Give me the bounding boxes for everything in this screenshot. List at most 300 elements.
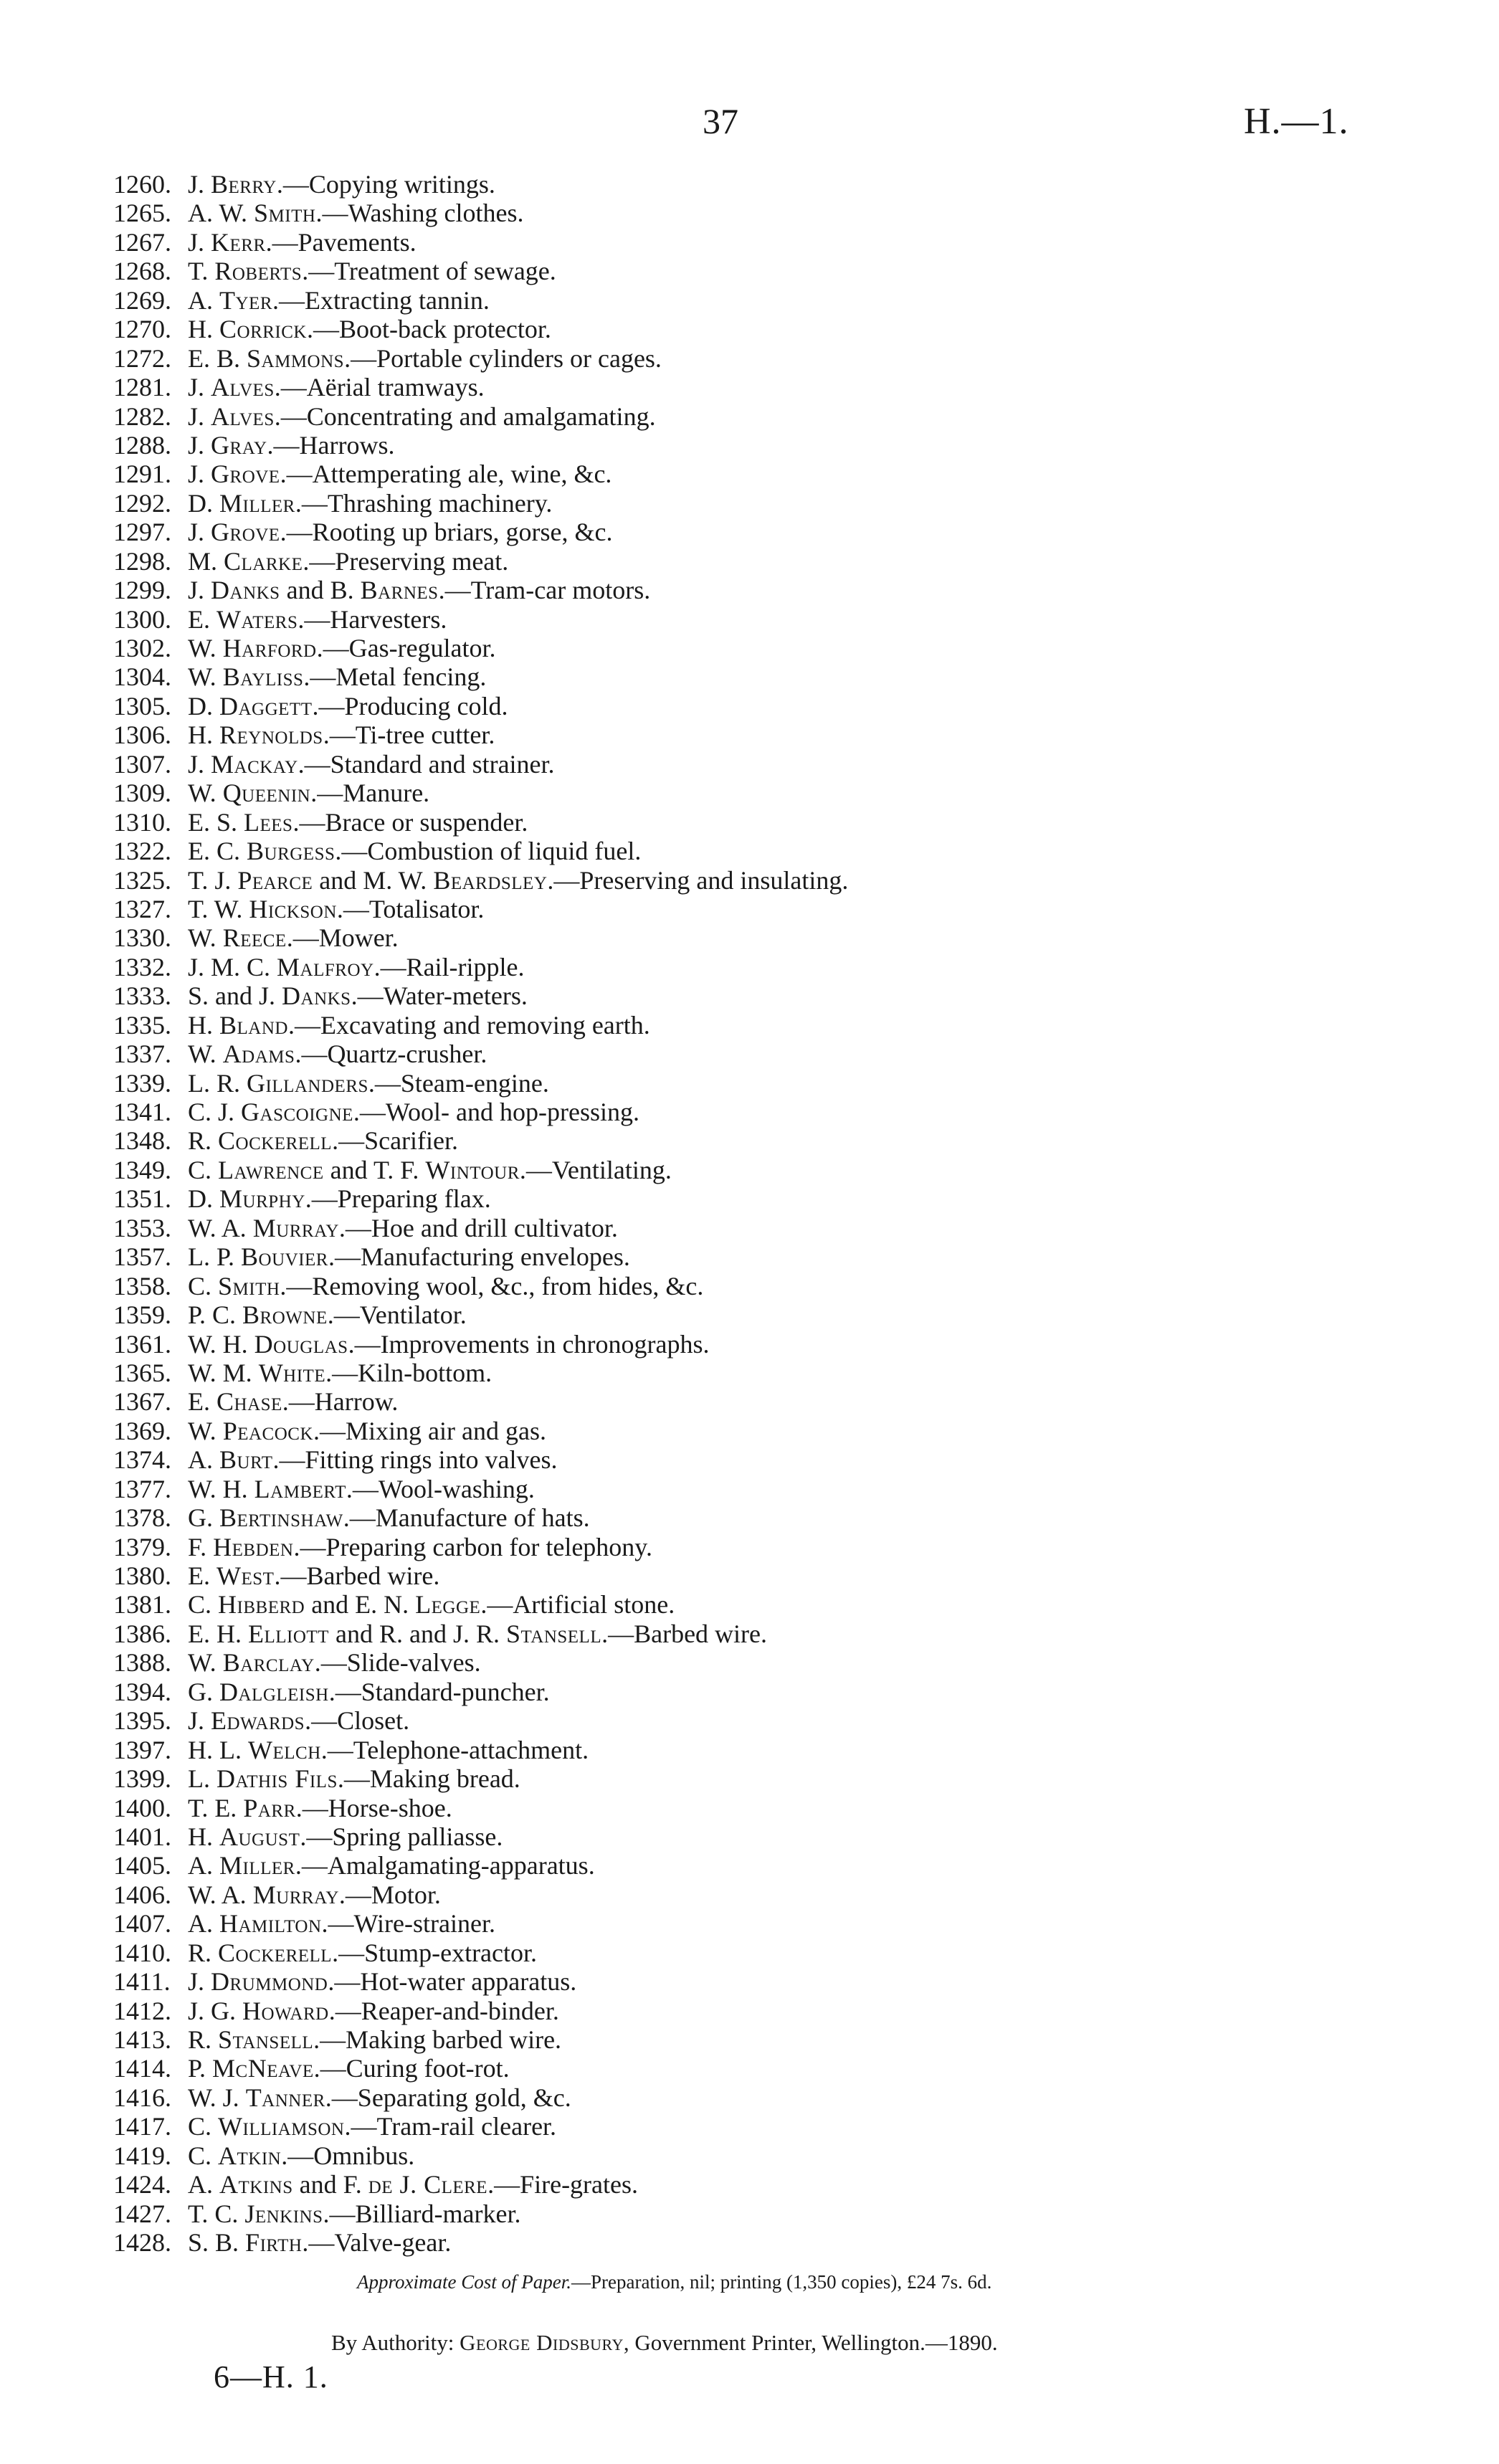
entry-dash: .— bbox=[328, 1967, 361, 1997]
entry-surname: Hibberd bbox=[218, 1590, 305, 1619]
entry-initials: J. G. bbox=[188, 1996, 237, 2025]
entry-initials: W. bbox=[188, 779, 216, 808]
entry-number: 1327. bbox=[113, 894, 171, 923]
entry-co-applicant-initials: and B. bbox=[286, 576, 354, 605]
entry-number: 1378. bbox=[113, 1503, 171, 1533]
entry-number: 1358. bbox=[113, 1271, 171, 1300]
entry-surname: Burt bbox=[219, 1445, 273, 1475]
entry-number: 1359. bbox=[113, 1300, 171, 1330]
entry-initials: C. bbox=[188, 1155, 212, 1184]
entry-surname: Pearce bbox=[237, 865, 313, 895]
entry-initials: L. bbox=[188, 1764, 210, 1794]
entry-initials: E. bbox=[188, 1561, 210, 1590]
entry-surname: Miller bbox=[219, 488, 295, 518]
entry-initials: W. bbox=[188, 634, 216, 662]
entry-number: 1305. bbox=[113, 691, 171, 720]
entry-initials: H. L. bbox=[188, 1735, 242, 1764]
entry-dash: .— bbox=[286, 923, 319, 953]
patent-entry bbox=[113, 1822, 848, 1851]
entry-dash: .— bbox=[353, 1098, 386, 1126]
entry-description: Omnibus. bbox=[313, 2141, 415, 2170]
entry-description: Concentrating and amalgamating. bbox=[306, 401, 656, 431]
entry-initials: T. bbox=[188, 257, 209, 286]
entry-number: 1410. bbox=[113, 1938, 171, 1967]
entry-number: 1292. bbox=[113, 488, 171, 518]
entry-description: Making bread. bbox=[369, 1764, 520, 1794]
patent-entry bbox=[113, 1242, 848, 1271]
entry-description: Separating gold, &c. bbox=[357, 2083, 571, 2112]
entry-description: Ti-tree cutter. bbox=[355, 720, 495, 750]
entry-surname: Mackay bbox=[211, 749, 298, 779]
entry-dash: .— bbox=[321, 1909, 354, 1939]
entry-dash: .— bbox=[328, 1677, 361, 1706]
patent-entry bbox=[113, 2228, 848, 2257]
patent-entry bbox=[113, 1184, 848, 1213]
entry-dash: .— bbox=[338, 1213, 371, 1242]
patent-entry bbox=[113, 1851, 848, 1880]
patent-entry bbox=[113, 170, 848, 199]
entry-dash: .— bbox=[438, 576, 471, 605]
entry-dash: .— bbox=[302, 257, 335, 286]
entry-number: 1413. bbox=[113, 2025, 171, 2054]
entry-initials: A. bbox=[188, 1851, 213, 1880]
entry-initials: A. bbox=[188, 285, 213, 315]
entry-number: 1337. bbox=[113, 1040, 171, 1069]
entry-dash: .— bbox=[325, 2083, 358, 2112]
entry-number: 1401. bbox=[113, 1822, 171, 1851]
entry-dash: .— bbox=[323, 2199, 356, 2228]
entry-initials: L. P. bbox=[188, 1242, 235, 1272]
patent-entry bbox=[113, 720, 848, 749]
entry-number: 1369. bbox=[113, 1416, 171, 1445]
entry-surname: Tanner bbox=[245, 2083, 325, 2112]
patent-entry bbox=[113, 2025, 848, 2054]
entry-surname: Welch bbox=[248, 1735, 321, 1764]
entry-initials: A. bbox=[188, 1909, 213, 1939]
entry-initials: J. bbox=[188, 373, 205, 402]
entry-dash: .— bbox=[310, 779, 343, 808]
patent-entry bbox=[113, 402, 848, 431]
entry-surname: Dalgleish bbox=[219, 1677, 329, 1706]
patent-entry bbox=[113, 1590, 848, 1619]
entry-number: 1268. bbox=[113, 257, 171, 286]
entry-description: Amalgamating-apparatus. bbox=[327, 1851, 595, 1880]
patent-entry bbox=[113, 953, 848, 981]
patent-entry bbox=[113, 634, 848, 662]
entry-dash: .— bbox=[276, 170, 309, 199]
entry-initials: W. J. bbox=[188, 2083, 239, 2112]
entry-initials: D. bbox=[188, 1184, 213, 1214]
entry-description: Closet. bbox=[337, 1706, 410, 1736]
entry-description: Billiard-marker. bbox=[355, 2199, 521, 2228]
entry-dash: .— bbox=[280, 460, 313, 489]
patent-entry bbox=[113, 1997, 848, 2025]
entry-initials: E. H. bbox=[188, 1619, 242, 1648]
entry-number: 1260. bbox=[113, 170, 171, 199]
entry-number: 1405. bbox=[113, 1851, 171, 1880]
entry-dash: .— bbox=[332, 1126, 365, 1156]
entry-surname: Elliott bbox=[248, 1619, 329, 1648]
entry-dash: .— bbox=[351, 981, 384, 1011]
entry-description: Preserving and insulating. bbox=[579, 865, 849, 895]
entry-surname: Roberts bbox=[214, 257, 303, 286]
entry-surname: Lambert bbox=[254, 1474, 346, 1503]
entry-description: Harrow. bbox=[314, 1387, 399, 1417]
entry-surname: Bland bbox=[219, 1010, 288, 1040]
entry-dash: .— bbox=[343, 1503, 376, 1533]
entry-description: Thrashing machinery. bbox=[327, 488, 553, 518]
entry-number: 1394. bbox=[113, 1677, 171, 1706]
entry-dash: .— bbox=[274, 401, 307, 431]
entry-surname: Dathis Fils bbox=[216, 1764, 338, 1794]
patent-entry bbox=[113, 1387, 848, 1416]
entry-number: 1265. bbox=[113, 199, 171, 228]
entry-description: Copying writings. bbox=[308, 170, 495, 199]
patent-entry bbox=[113, 1359, 848, 1387]
entry-surname: Bayliss bbox=[222, 662, 304, 692]
entry-surname: Cockerell bbox=[218, 1126, 333, 1156]
patent-entry bbox=[113, 2054, 848, 2083]
entry-dash: .— bbox=[368, 1068, 401, 1098]
patent-entry bbox=[113, 1272, 848, 1300]
entry-surname: Tyer bbox=[219, 285, 272, 315]
patent-entry bbox=[113, 199, 848, 227]
entry-dash: .— bbox=[312, 691, 345, 720]
entry-description: Steam-engine. bbox=[400, 1068, 549, 1098]
entry-initials: W. bbox=[188, 923, 216, 953]
entry-description: Kiln-bottom. bbox=[358, 1358, 492, 1387]
page-number: 37 bbox=[703, 101, 738, 141]
patent-entry bbox=[113, 1300, 848, 1329]
entry-number: 1365. bbox=[113, 1358, 171, 1387]
entry-surname: Parr bbox=[243, 1793, 296, 1822]
entry-initials: E. bbox=[188, 604, 210, 634]
entry-initials: S. B. bbox=[188, 2228, 239, 2258]
entry-surname: White bbox=[258, 1358, 326, 1387]
entry-initials: G. bbox=[188, 1677, 213, 1706]
entry-number: 1322. bbox=[113, 837, 171, 866]
entry-description: Gas-regulator. bbox=[348, 634, 496, 662]
patent-list bbox=[113, 170, 848, 2258]
entry-initials: A. bbox=[188, 1445, 213, 1475]
entry-initials: R. bbox=[188, 1126, 212, 1156]
entry-dash: .— bbox=[295, 488, 328, 518]
cost-label: Approximate Cost of Paper. bbox=[357, 2271, 571, 2293]
entry-dash: .— bbox=[313, 2054, 346, 2083]
entry-initials: J. bbox=[188, 227, 205, 257]
entry-number: 1419. bbox=[113, 2141, 171, 2170]
entry-initials: T. E. bbox=[188, 1793, 237, 1822]
entry-initials: E. S. bbox=[188, 807, 238, 837]
entry-number: 1400. bbox=[113, 1793, 171, 1822]
entry-number: 1335. bbox=[113, 1010, 171, 1040]
patent-entry bbox=[113, 431, 848, 460]
entry-initials: T. J. bbox=[188, 865, 232, 895]
entry-initials: J. bbox=[188, 401, 205, 431]
entry-surname: Miller bbox=[219, 1851, 295, 1880]
patent-entry bbox=[113, 808, 848, 837]
entry-surname: Clarke bbox=[224, 546, 303, 576]
entry-surname: Waters bbox=[216, 604, 298, 634]
entry-dash: .— bbox=[305, 1706, 338, 1736]
entry-surname: Reynolds bbox=[219, 720, 323, 750]
entry-dash: .— bbox=[335, 837, 368, 866]
entry-initials: J. bbox=[188, 518, 205, 547]
entry-dash: .— bbox=[314, 1648, 347, 1678]
entry-number: 1310. bbox=[113, 807, 171, 837]
entry-number: 1407. bbox=[113, 1909, 171, 1939]
entry-number: 1269. bbox=[113, 285, 171, 315]
entry-description: Harrows. bbox=[299, 430, 395, 460]
entry-surname: Danks bbox=[211, 576, 280, 605]
entry-number: 1374. bbox=[113, 1445, 171, 1475]
entry-description: Quartz-crusher. bbox=[327, 1040, 487, 1069]
entry-number: 1361. bbox=[113, 1329, 171, 1359]
patent-entry bbox=[113, 1736, 848, 1764]
entry-number: 1307. bbox=[113, 749, 171, 779]
entry-initials: H. bbox=[188, 720, 213, 750]
entry-surname: Adams bbox=[222, 1040, 295, 1069]
entry-description: Rail-ripple. bbox=[406, 952, 525, 981]
entry-description: Barbed wire. bbox=[306, 1561, 440, 1590]
entry-surname: Gascoigne bbox=[241, 1098, 353, 1126]
patent-entry bbox=[113, 1880, 848, 1909]
entry-dash: .— bbox=[328, 1242, 361, 1272]
entry-dash: .— bbox=[316, 634, 349, 662]
entry-description: Fitting rings into valves. bbox=[305, 1445, 558, 1475]
entry-initials: H. bbox=[188, 315, 213, 344]
entry-initials: J. bbox=[188, 1706, 205, 1736]
entry-description: Telephone-attachment. bbox=[353, 1735, 589, 1764]
patent-entry bbox=[113, 1909, 848, 1938]
entry-co-applicant-initials: and R. and J. R. bbox=[335, 1619, 500, 1648]
patent-entry bbox=[113, 518, 848, 546]
entry-dash: .— bbox=[547, 865, 580, 895]
entry-number: 1309. bbox=[113, 779, 171, 808]
authority-prefix: By Authority: bbox=[331, 2330, 455, 2355]
signature-mark: 6—H. 1. bbox=[214, 2359, 328, 2394]
patent-entry bbox=[113, 2170, 848, 2199]
entry-initials: C. bbox=[188, 1271, 212, 1300]
entry-description: Horse-shoe. bbox=[328, 1793, 452, 1822]
entry-surname: Barclay bbox=[222, 1648, 315, 1678]
entry-description: Tram-car motors. bbox=[470, 576, 651, 605]
entry-initials: W. A. bbox=[188, 1213, 247, 1242]
entry-initials: W. bbox=[188, 662, 216, 692]
entry-description: Scarifier. bbox=[364, 1126, 459, 1156]
entry-co-applicant-surname: Beardsley bbox=[433, 865, 548, 895]
entry-dash: .— bbox=[265, 227, 298, 257]
printer-authority-line bbox=[331, 2330, 998, 2356]
entry-co-applicant-surname: Barnes bbox=[360, 576, 439, 605]
patent-entry bbox=[113, 2199, 848, 2228]
entry-surname: Daggett bbox=[219, 691, 313, 720]
entry-dash: .— bbox=[298, 749, 330, 779]
entry-surname: Bertinshaw bbox=[219, 1503, 343, 1533]
entry-number: 1428. bbox=[113, 2228, 171, 2258]
entry-initials: J. bbox=[188, 430, 205, 460]
entry-number: 1325. bbox=[113, 865, 171, 895]
entry-surname: Hamilton bbox=[219, 1909, 322, 1939]
entry-number: 1281. bbox=[113, 373, 171, 402]
entry-initials: J. bbox=[188, 460, 205, 489]
entry-description: Curing foot-rot. bbox=[346, 2054, 510, 2083]
entry-dash: .— bbox=[300, 1822, 333, 1851]
entry-description: Washing clothes. bbox=[348, 199, 524, 228]
printer-name: George Didsbury bbox=[460, 2330, 624, 2355]
entry-description: Producing cold. bbox=[344, 691, 508, 720]
entry-surname: Burgess bbox=[247, 837, 336, 866]
entry-number: 1411. bbox=[113, 1967, 171, 1997]
entry-dash: .— bbox=[344, 2112, 377, 2141]
patent-entry bbox=[113, 1967, 848, 1996]
entry-number: 1406. bbox=[113, 1880, 171, 1909]
patent-entry bbox=[113, 662, 848, 691]
entry-initials: J. bbox=[188, 576, 205, 605]
entry-number: 1379. bbox=[113, 1532, 171, 1561]
entry-number: 1416. bbox=[113, 2083, 171, 2112]
entry-initials: C. bbox=[188, 1590, 212, 1619]
entry-initials: H. bbox=[188, 1010, 213, 1040]
entry-dash: .— bbox=[280, 1271, 313, 1300]
entry-surname: Williamson bbox=[218, 2112, 345, 2141]
entry-surname: Hickson bbox=[249, 894, 337, 923]
entry-number: 1298. bbox=[113, 546, 171, 576]
entry-description: Stump-extractor. bbox=[364, 1938, 538, 1967]
entry-description: Slide-valves. bbox=[346, 1648, 481, 1678]
entry-surname: McNeave bbox=[212, 2054, 314, 2083]
entry-description: Standard-puncher. bbox=[361, 1677, 550, 1706]
patent-entry bbox=[113, 981, 848, 1010]
patent-entry bbox=[113, 866, 848, 895]
entry-initials: G. bbox=[188, 1503, 213, 1533]
entry-dash: .— bbox=[348, 1329, 381, 1359]
entry-initials: E. bbox=[188, 1387, 210, 1417]
entry-number: 1349. bbox=[113, 1155, 171, 1184]
entry-description: Combustion of liquid fuel. bbox=[367, 837, 642, 866]
entry-description: Metal fencing. bbox=[336, 662, 487, 692]
entry-description: Pavements. bbox=[298, 227, 417, 257]
patent-entry bbox=[113, 1445, 848, 1474]
patent-entry bbox=[113, 1040, 848, 1068]
patent-entry bbox=[113, 489, 848, 518]
patent-entry bbox=[113, 750, 848, 779]
entry-surname: Gray bbox=[211, 430, 267, 460]
entry-number: 1339. bbox=[113, 1068, 171, 1098]
entry-surname: Atkin bbox=[218, 2141, 282, 2170]
entry-co-applicant-surname: de J. Clere bbox=[368, 2170, 488, 2199]
entry-dash: .— bbox=[306, 315, 339, 344]
entry-number: 1299. bbox=[113, 576, 171, 605]
entry-co-applicant-initials: and M. W. bbox=[319, 865, 427, 895]
entry-dash: .— bbox=[272, 285, 305, 315]
entry-number: 1399. bbox=[113, 1764, 171, 1794]
patent-entry bbox=[113, 837, 848, 865]
entry-initials: C. bbox=[188, 2112, 212, 2141]
entry-surname: Atkins bbox=[219, 2170, 293, 2199]
entry-co-applicant-initials: and T. F. bbox=[330, 1155, 419, 1184]
entry-dash: .— bbox=[313, 2025, 346, 2054]
authority-suffix: , Government Printer, Wellington.—1890. bbox=[623, 2330, 998, 2355]
entry-initials: L. R. bbox=[188, 1068, 241, 1098]
entry-number: 1332. bbox=[113, 952, 171, 981]
entry-surname: Corrick bbox=[219, 315, 307, 344]
entry-initials: D. bbox=[188, 691, 213, 720]
entry-description: Treatment of sewage. bbox=[334, 257, 556, 286]
entry-surname: Edwards bbox=[211, 1706, 305, 1736]
entry-number: 1288. bbox=[113, 430, 171, 460]
patent-entry bbox=[113, 2112, 848, 2141]
entry-dash: .— bbox=[346, 1474, 379, 1503]
entry-number: 1380. bbox=[113, 1561, 171, 1590]
entry-surname: Alves bbox=[211, 373, 275, 402]
entry-dash: .— bbox=[295, 1040, 328, 1069]
entry-description: Excavating and removing earth. bbox=[320, 1010, 650, 1040]
entry-initials: W. H. bbox=[188, 1474, 248, 1503]
entry-description: Artificial stone. bbox=[513, 1590, 675, 1619]
entry-initials: R. bbox=[188, 2025, 212, 2054]
entry-number: 1282. bbox=[113, 401, 171, 431]
entry-dash: .— bbox=[325, 1358, 358, 1387]
entry-number: 1381. bbox=[113, 1590, 171, 1619]
entry-description: Wire-strainer. bbox=[353, 1909, 495, 1939]
entry-initials: D. bbox=[188, 488, 213, 518]
entry-number: 1353. bbox=[113, 1213, 171, 1242]
entry-description: Ventilator. bbox=[359, 1300, 467, 1330]
entry-number: 1397. bbox=[113, 1735, 171, 1764]
entry-dash: .— bbox=[298, 604, 330, 634]
entry-initials: W. bbox=[188, 1040, 216, 1069]
patent-entry bbox=[113, 1011, 848, 1040]
entry-description: Ventilating. bbox=[551, 1155, 672, 1184]
entry-surname: Hebden bbox=[213, 1532, 294, 1561]
entry-number: 1386. bbox=[113, 1619, 171, 1648]
entry-description: Tram-rail clearer. bbox=[376, 2112, 557, 2141]
entry-dash: .— bbox=[295, 1851, 328, 1880]
entry-initials: W. bbox=[188, 1416, 216, 1445]
entry-initials: E. C. bbox=[188, 837, 241, 866]
entry-initials: J. M. C. bbox=[188, 952, 271, 981]
entry-initials: W. A. bbox=[188, 1880, 247, 1909]
entry-surname: Bouvier bbox=[241, 1242, 328, 1272]
entry-description: Preparing flax. bbox=[337, 1184, 491, 1214]
entry-dash: .— bbox=[601, 1619, 634, 1648]
patent-entry bbox=[113, 460, 848, 488]
entry-surname: West bbox=[216, 1561, 275, 1590]
entry-surname: Peacock bbox=[222, 1416, 313, 1445]
entry-surname: Lawrence bbox=[218, 1155, 324, 1184]
entry-surname: Harford bbox=[222, 634, 317, 662]
entry-description: Hoe and drill cultivator. bbox=[371, 1213, 618, 1242]
entry-dash: .— bbox=[344, 343, 377, 373]
entry-description: Harvesters. bbox=[330, 604, 447, 634]
entry-number: 1304. bbox=[113, 662, 171, 692]
entry-dash: .— bbox=[487, 2170, 520, 2199]
entry-initials: W. bbox=[188, 1648, 216, 1678]
entry-dash: .— bbox=[281, 2141, 314, 2170]
entry-dash: .— bbox=[338, 1880, 371, 1909]
entry-description: Motor. bbox=[371, 1880, 441, 1909]
entry-surname: Murphy bbox=[219, 1184, 305, 1214]
entry-description: Valve-gear. bbox=[334, 2228, 452, 2258]
patent-entry bbox=[113, 2141, 848, 2170]
patent-entry bbox=[113, 895, 848, 923]
entry-dash: .— bbox=[337, 1764, 370, 1794]
patent-entry bbox=[113, 1648, 848, 1677]
entry-surname: Grove bbox=[211, 518, 280, 547]
entry-initials: W. M. bbox=[188, 1358, 252, 1387]
entry-description: Mower. bbox=[318, 923, 399, 953]
